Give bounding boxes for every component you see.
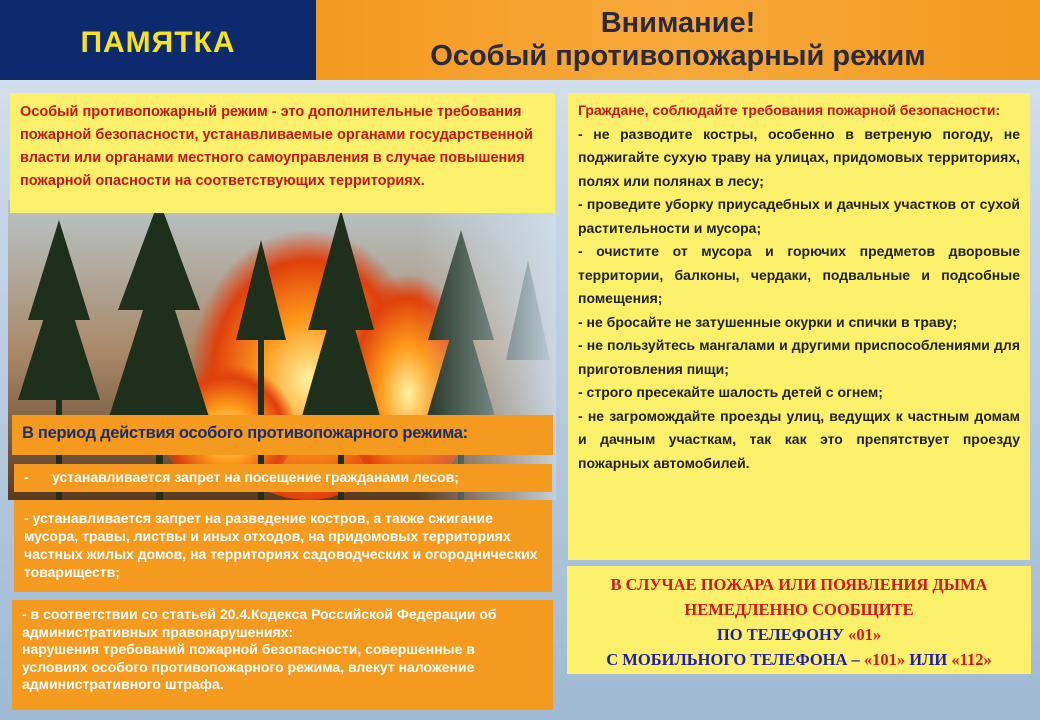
rule-item: - очистите от мусора и горючих предметов дворовые территории, балконы, чердаки, подвальные и подсобные помещения;	[578, 243, 1020, 306]
rule-item: - строго пресекайте шалость детей с огнем;	[578, 384, 883, 400]
badge-text: ПАМЯТКА	[80, 26, 236, 59]
title-line-2: Особый противопожарный режим	[430, 40, 926, 72]
ban-forest-visits	[14, 464, 552, 492]
law-line-1: - в соответствии со статьей 20.4.Кодекса Российской Федерации об административных правонарушениях:	[22, 606, 497, 640]
header-badge	[0, 0, 316, 80]
rule-item: - не бросайте не затушенные окурки и спички в траву;	[578, 313, 958, 330]
title-line-1: Внимание!	[600, 7, 756, 39]
emergency-line-1: В СЛУЧАЕ ПОЖАРА ИЛИ ПОЯВЛЕНИЯ ДЫМА	[610, 575, 988, 594]
ban-bonfires	[14, 500, 552, 592]
period-heading	[12, 415, 553, 455]
rule-item: - не разводите костры, особенно в ветреную погоду, не поджигайте сухую траву на улицах, придомовых территориях, полях или полянах в лесу;	[578, 125, 1020, 189]
law-line-2: нарушения требований пожарной безопасности, совершенные в условиях особого противопожарного режима, влекут наложение административного штрафа.	[22, 641, 475, 692]
period-heading-text: В период действия особого противопожарного режима:	[22, 424, 468, 442]
mobile-label: С МОБИЛЬНОГО ТЕЛЕФОНА –	[606, 650, 864, 669]
ban2-text: - устанавливается запрет на разведение костров, а также сжигание мусора, травы, листвы и иных отходов, на придомовых территориях частных жилых домов, на территориях садоводческих и огороднических товариществ;	[24, 510, 538, 580]
rule-item: - проведите уборку приусадебных и дачных участков от сухой растительности и мусора;	[578, 196, 1020, 236]
phone-number-01: «01»	[848, 625, 882, 644]
emergency-line-3	[571, 622, 1027, 647]
emergency-box	[567, 566, 1031, 674]
ban1-dash: -	[24, 469, 29, 485]
phone-label: ПО ТЕЛЕФОНУ	[716, 625, 849, 644]
emergency-line-4	[571, 647, 1027, 672]
forest-fire-image	[8, 200, 556, 500]
citizens-rules	[568, 93, 1030, 560]
phone-number-101: «101»	[863, 650, 906, 669]
phone-number-112: «112»	[951, 650, 992, 669]
or-label: ИЛИ	[905, 650, 952, 669]
law-box	[12, 600, 553, 710]
rule-item: - не загромождайте проезды улиц, ведущих к частным домам и дачным участкам, так как это препятствует проезду пожарных автомобилей.	[578, 407, 1020, 471]
rule-item: - не пользуйтесь мангалами и другими приспособлениями для приготовления пищи;	[578, 337, 1020, 377]
definition-box	[10, 93, 555, 213]
citizens-intro: Граждане, соблюдайте требования пожарной безопасности:	[578, 102, 1001, 118]
header-title	[316, 0, 1040, 80]
ban1-text: устанавливается запрет на посещение гражданами лесов;	[52, 469, 459, 485]
emergency-line-2: НЕМЕДЛЕННО СООБЩИТЕ	[684, 600, 914, 619]
definition-text: Особый противопожарный режим - это дополнительные требования пожарной безопасности, устанавливаемые органами государственной власти или органами местного самоуправления в случае повышения пожарной опасности на соответствующих территориях.	[20, 104, 533, 189]
